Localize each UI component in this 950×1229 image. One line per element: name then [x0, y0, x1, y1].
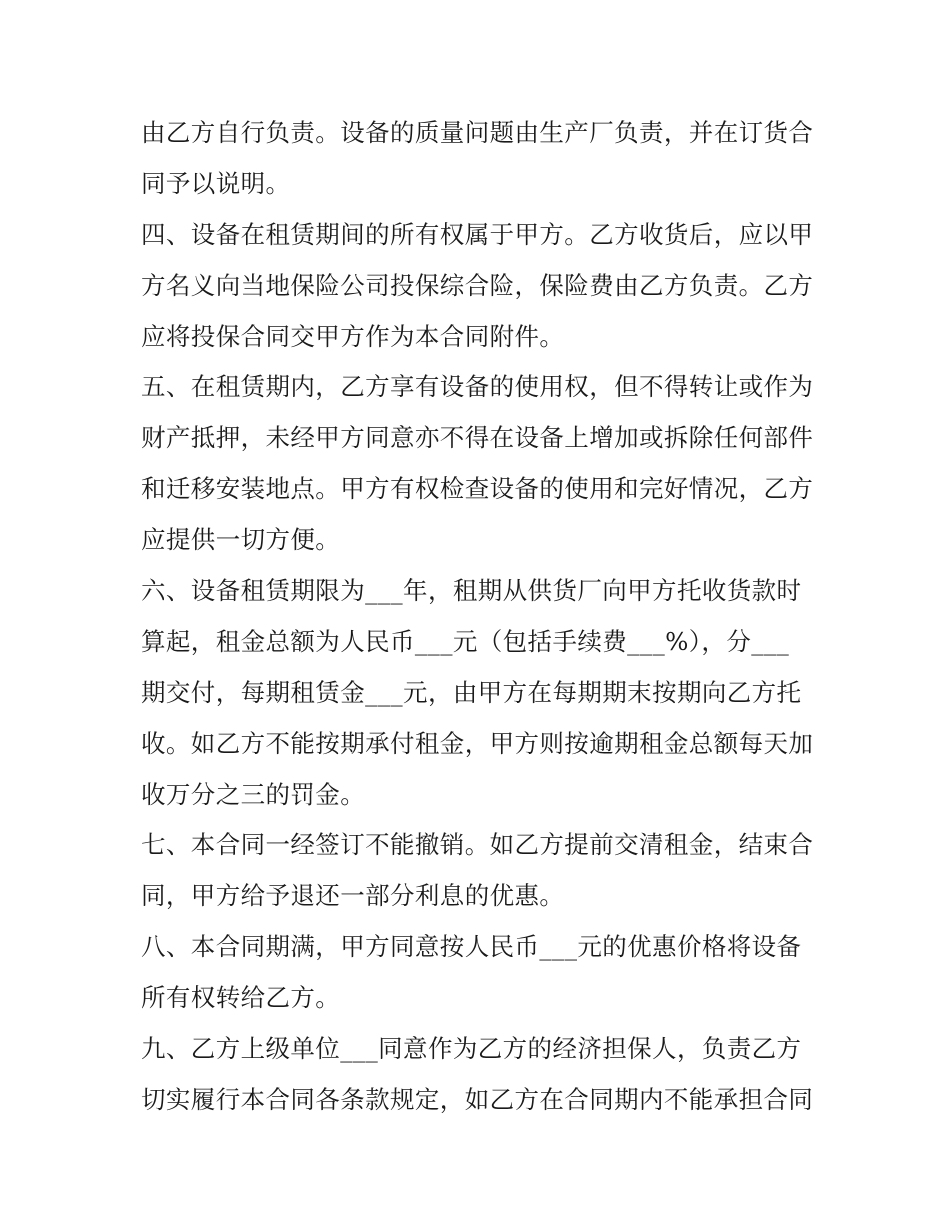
- text-line: 和迁移安装地点。甲方有权检查设备的使用和完好情况，乙方: [141, 474, 814, 504]
- text-line: 应提供一切方便。: [141, 525, 341, 555]
- text-line: 所有权转给乙方。: [141, 983, 341, 1013]
- text-line: 切实履行本合同各条款规定，如乙方在合同期内不能承担合同: [141, 1084, 814, 1114]
- text-line: 四、设备在租赁期间的所有权属于甲方。乙方收货后，应以甲: [141, 219, 814, 249]
- text-line: 七、本合同一经签订不能撤销。如乙方提前交清租金，结束合: [141, 830, 814, 860]
- text-line: 同，甲方给予退还一部分利息的优惠。: [141, 881, 565, 911]
- text-line: 收。如乙方不能按期承付租金，甲方则按逾期租金总额每天加: [141, 728, 814, 758]
- text-line: 八、本合同期满，甲方同意按人民币___元的优惠价格将设备: [141, 932, 802, 962]
- text-line: 财产抵押，未经甲方同意亦不得在设备上增加或拆除任何部件: [141, 423, 814, 453]
- text-line: 九、乙方上级单位___同意作为乙方的经济担保人，负责乙方: [141, 1034, 802, 1064]
- text-line: 五、在租赁期内，乙方享有设备的使用权，但不得转让或作为: [141, 372, 814, 402]
- text-line: 六、设备租赁期限为___年，租期从供货厂向甲方托收货款时: [141, 576, 802, 606]
- text-line: 期交付，每期租赁金___元，由甲方在每期期末按期向乙方托: [141, 677, 802, 707]
- text-line: 应将投保合同交甲方作为本合同附件。: [141, 321, 565, 351]
- text-line: 算起，租金总额为人民币___元（包括手续费___%），分___: [141, 626, 790, 656]
- contract-text-body: [141, 108, 821, 1126]
- text-line: 同予以说明。: [141, 168, 291, 198]
- text-line: 方名义向当地保险公司投保综合险，保险费由乙方负责。乙方: [141, 270, 814, 300]
- text-line: 收万分之三的罚金。: [141, 779, 366, 809]
- text-line: 由乙方自行负责。设备的质量问题由生产厂负责，并在订货合: [141, 118, 814, 147]
